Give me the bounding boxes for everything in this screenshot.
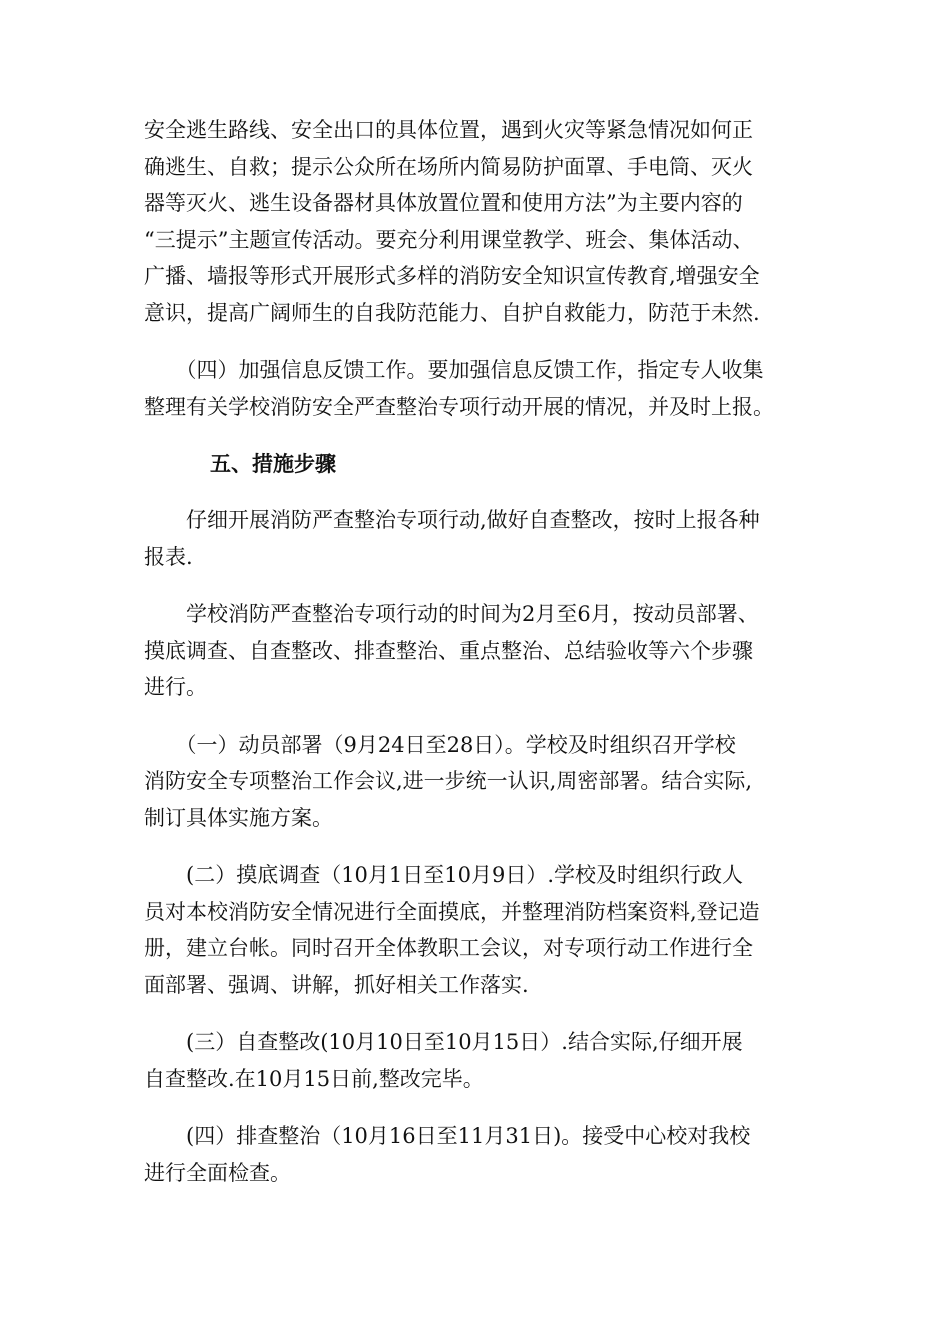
text-line: 消防安全专项整治工作会议,进一步统一认识,周密部署。结合实际, xyxy=(144,769,753,793)
text-line: 整理有关学校消防安全严查整治专项行动开展的情况，并及时上报。 xyxy=(144,394,774,419)
text-line: (四）排查整治（10月16日至11月31日)。接受中心校对我校 xyxy=(144,1124,751,1148)
text-line: (二）摸底调查（10月1日至10月9日）.学校及时组织行政人 xyxy=(144,863,744,887)
text-line: 安全逃生路线、安全出口的具体位置，遇到火灾等紧急情况如何正 xyxy=(144,118,753,142)
text-line: 进行。 xyxy=(144,675,207,699)
paragraph-schedule xyxy=(144,596,808,706)
text-line: 学校消防严查整治专项行动的时间为2月至6月，按动员部署、 xyxy=(144,602,759,626)
paragraph-feedback xyxy=(144,352,808,425)
text-line: 员对本校消防安全情况进行全面摸底，并整理消防档案资料,登记造 xyxy=(144,899,760,924)
text-line: 报表. xyxy=(144,544,193,569)
text-line: 器等灭火、逃生设备器材具体放置位置和使用方法”为主要内容的 xyxy=(144,191,743,215)
text-line: 仔细开展消防严查整治专项行动,做好自查整改，按时上报各种 xyxy=(144,508,760,532)
text-line: 面部署、强调、讲解，抓好相关工作落实. xyxy=(144,972,529,997)
text-line: 册，建立台帐。同时召开全体教职工会议，对专项行动工作进行全 xyxy=(144,936,753,960)
text-line: 摸底调查、自查整改、排查整治、重点整治、总结验收等六个步骤 xyxy=(144,638,753,663)
paragraph-step-selfcheck xyxy=(144,1024,808,1097)
paragraph-step-survey xyxy=(144,857,808,1003)
section-heading: 五、措施步骤 xyxy=(210,452,336,476)
text-line: （四）加强信息反馈工作。要加强信息反馈工作，指定专人收集 xyxy=(144,358,764,382)
text-line: 确逃生、自救；提示公众所在场所内简易防护面罩、手电筒、灭火 xyxy=(144,154,753,179)
paragraph-step-inspection xyxy=(144,1118,808,1191)
text-line: “三提示”主题宣传活动。要充分利用课堂教学、班会、集体活动、 xyxy=(144,227,754,252)
paragraph-publicity xyxy=(144,112,808,331)
text-line: （一）动员部署（9月24日至28日）。学校及时组织召开学校 xyxy=(144,732,736,757)
text-line: 进行全面检查。 xyxy=(144,1160,291,1185)
text-line: 制订具体实施方案。 xyxy=(144,805,333,830)
paragraph-step-intro xyxy=(144,502,808,575)
paragraph-step-mobilize xyxy=(144,727,808,837)
text-line: (三）自查整改(10月10日至10月15日）.结合实际,仔细开展 xyxy=(144,1030,743,1054)
text-line: 自查整改.在10月15日前,整改完毕。 xyxy=(144,1066,484,1091)
text-line: 意识，提高广阔师生的自我防范能力、自护自救能力，防范于未然. xyxy=(144,300,760,325)
document-page xyxy=(144,112,808,1212)
text-line: 广播、墙报等形式开展形式多样的消防安全知识宣传教育,增强安全 xyxy=(144,264,760,288)
